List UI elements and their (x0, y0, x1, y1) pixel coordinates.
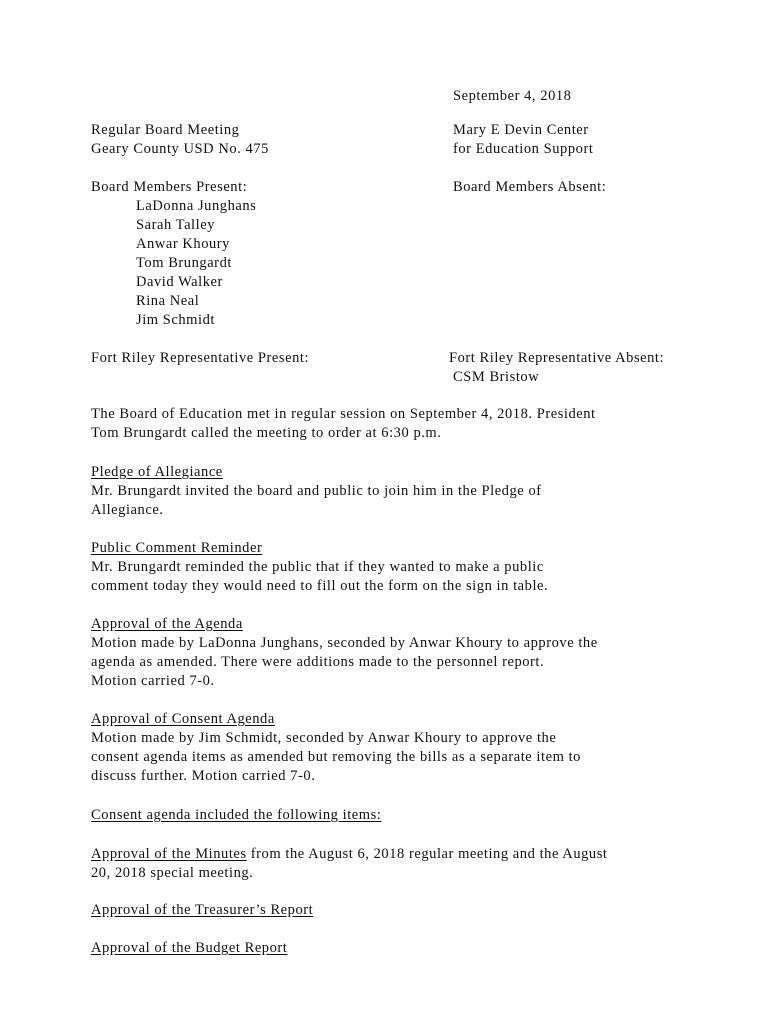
consent-heading: Approval of Consent Agenda (91, 711, 275, 727)
agenda-line: Motion made by LaDonna Junghans, seconded by Anwar Khoury to approve the (91, 635, 598, 651)
meeting-type: Regular Board Meeting (91, 122, 240, 138)
member-present-name: LaDonna Junghans (136, 198, 257, 214)
opening-line: Tom Brungardt called the meeting to order at 6:30 p.m. (91, 425, 442, 441)
members-absent-label: Board Members Absent: (453, 179, 607, 195)
pledge-section (91, 463, 701, 520)
member-present-name: Anwar Khoury (136, 236, 230, 252)
public-comment-line: Mr. Brungardt reminded the public that if they wanted to make a public (91, 559, 544, 575)
minutes-item (91, 845, 701, 883)
rep-absent-label: Fort Riley Representative Absent: (449, 350, 665, 366)
consent-line: discuss further. Motion carried 7-0. (91, 768, 316, 784)
consent-items-heading: Consent agenda included the following items: (91, 807, 382, 823)
member-present-name: Rina Neal (136, 293, 200, 309)
consent-line: Motion made by Jim Schmidt, seconded by Anwar Khoury to approve the (91, 730, 557, 746)
budget-heading: Approval of the Budget Report (91, 940, 288, 956)
minutes-heading: Approval of the Minutes (91, 846, 247, 862)
rep-present-label: Fort Riley Representative Present: (91, 350, 310, 366)
member-present-name: Jim Schmidt (136, 312, 215, 328)
member-present-name: Tom Brungardt (136, 255, 232, 271)
agenda-section (91, 615, 701, 691)
public-comment-line: comment today they would need to fill out the form on the sign in table. (91, 578, 549, 594)
agenda-heading: Approval of the Agenda (91, 616, 243, 632)
treasurer-item (91, 901, 701, 920)
agenda-line: Motion carried 7-0. (91, 673, 215, 689)
minutes-text: from the August 6, 2018 regular meeting and the August (246, 846, 608, 862)
consent-items-section (91, 806, 701, 825)
member-present-name: David Walker (136, 274, 223, 290)
member-present-name: Sarah Talley (136, 217, 216, 233)
opening-paragraph (91, 405, 701, 443)
meeting-date: September 4, 2018 (453, 88, 572, 104)
agenda-line: agenda as amended. There were additions made to the personnel report. (91, 654, 545, 670)
pledge-line: Mr. Brungardt invited the board and public to join him in the Pledge of (91, 483, 542, 499)
opening-line: The Board of Education met in regular session on September 4, 2018. President (91, 406, 596, 422)
members-present-label: Board Members Present: (91, 179, 248, 195)
location-name: Mary E Devin Center (453, 122, 589, 138)
consent-section (91, 710, 701, 786)
location-subtitle: for Education Support (453, 141, 594, 157)
minutes-line: 20, 2018 special meeting. (91, 865, 254, 881)
treasurer-heading: Approval of the Treasurer’s Report (91, 902, 314, 918)
pledge-line: Allegiance. (91, 502, 164, 518)
budget-item (91, 939, 701, 958)
consent-line: consent agenda items as amended but removing the bills as a separate item to (91, 749, 581, 765)
rep-absent-name: CSM Bristow (453, 369, 540, 385)
pledge-heading: Pledge of Allegiance (91, 464, 223, 480)
public-comment-section (91, 539, 701, 596)
public-comment-heading: Public Comment Reminder (91, 540, 263, 556)
district-name: Geary County USD No. 475 (91, 141, 269, 157)
